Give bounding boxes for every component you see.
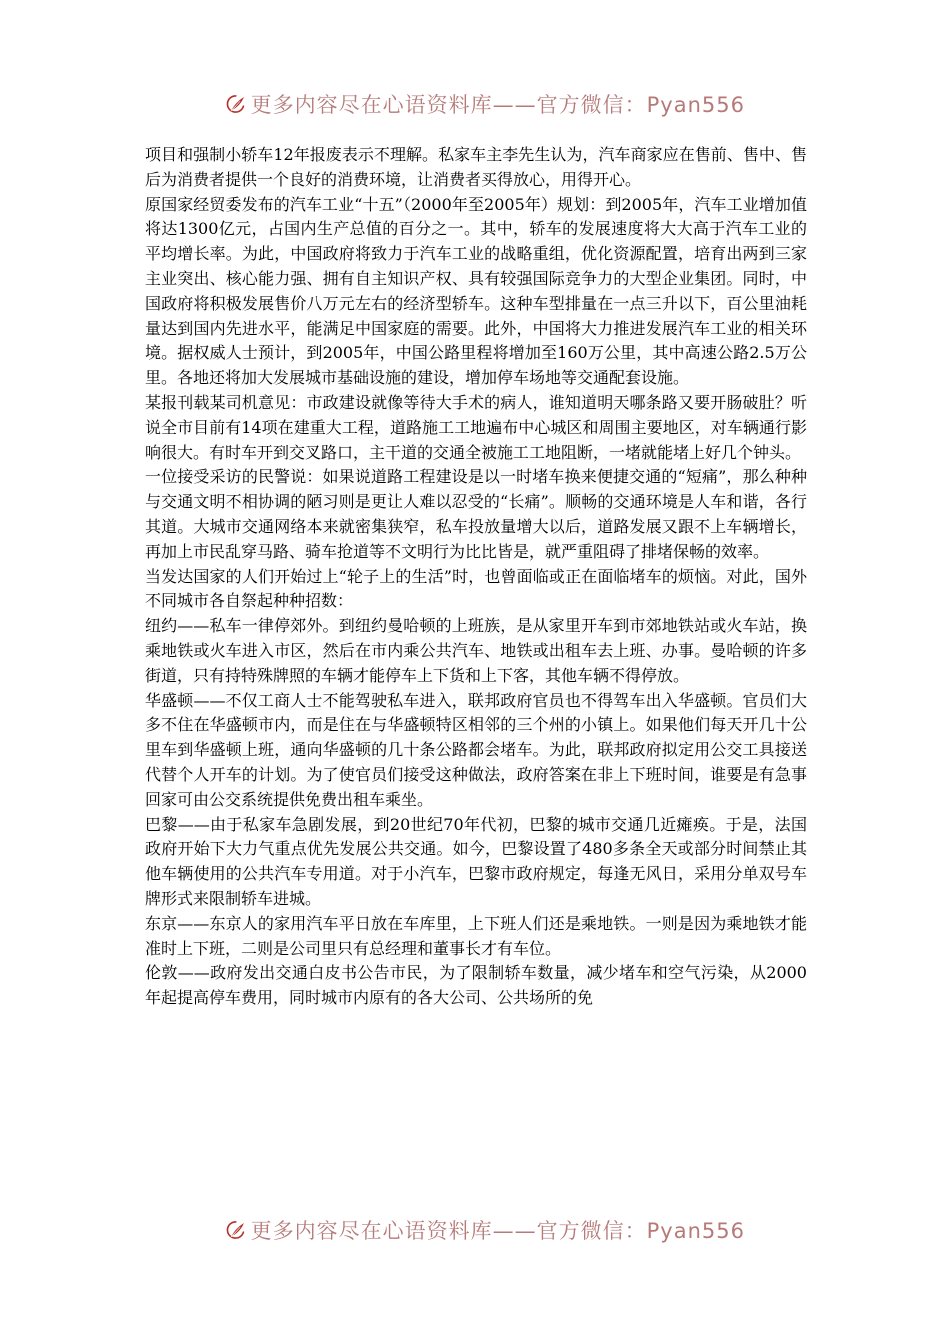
paragraph: 东京——东京人的家用汽车平日放在车库里，上下班人们还是乘地铁。一则是因为乘地铁才能准时上下班，二则是公司里只有总经理和董事长才有车位。 bbox=[145, 913, 807, 958]
quill-pen-circle-icon bbox=[225, 1210, 247, 1250]
paragraph: 一位接受采访的民警说：如果说道路工程建设是以一时堵车换来便捷交通的“短痛”，那么种种与交通文明不相协调的陋习则是更让人难以忍受的“长痛”。顺畅的交通环境是人车和谐，各行其道。大城市交通网络本来就密集狭窄，私车投放量增大以后，道路发展又跟不上车辆增长，再加上市民乱穿马路、骑车抢道等不文明行为比比皆是，就严重阻碍了排堵保畅的效率。 bbox=[145, 467, 807, 561]
document-body bbox=[145, 143, 807, 1011]
paragraph: 纽约——私车一律停郊外。到纽约曼哈顿的上班族，是从家里开车到市郊地铁站或火车站，换乘地铁或火车进入市区，然后在市内乘公共汽车、地铁或出租车去上班、办事。曼哈顿的许多街道，只有持特殊牌照的车辆才能停车上下货和上下客，其他车辆不得停放。 bbox=[145, 616, 807, 685]
paragraph: 项目和强制小轿车12年报废表示不理解。私家车主李先生认为，汽车商家应在售前、售中、售后为消费者提供一个良好的消费环境，让消费者买得放心，用得开心。 bbox=[145, 145, 807, 189]
header-banner-text: 更多内容尽在心语资料库——官方微信：Pyan556 bbox=[250, 93, 745, 117]
footer-banner bbox=[225, 1208, 745, 1252]
paragraph: 当发达国家的人们开始过上“轮子上的生活”时，也曾面临或正在面临堵车的烦恼。对此，国外不同城市各自祭起种种招数： bbox=[145, 566, 807, 611]
header-banner bbox=[225, 82, 745, 126]
paragraph: 伦敦——政府发出交通白皮书公告市民，为了限制轿车数量，减少堵车和空气污染，从2000年起提高停车费用，同时城市内原有的各大公司、公共场所的免 bbox=[145, 963, 807, 1008]
paragraph: 原国家经贸委发布的汽车工业“十五”（2000年至2005年）规划：到2005年，汽车工业增加值将达1300亿元，占国内生产总值的百分之一。其中，轿车的发展速度将大大高于汽车工业的平均增长率。为此，中国政府将致力于汽车工业的战略重组，优化资源配置，培育出两到三家主业突出、核心能力强、拥有自主知识产权、具有较强国际竞争力的大型企业集团。同时，中国政府将积极发展售价八万元左右的经济型轿车。这种车型排量在一点三升以下，百公里油耗量达到国内先进水平，能满足中国家庭的需要。此外，中国将大力推进发展汽车工业的相关环境。据权威人士预计，到2005年，中国公路里程将增加至160万公里，其中高速公路2.5万公里。各地还将加大发展城市基础设施的建设，增加停车场地等交通配套设施。 bbox=[145, 194, 807, 388]
paragraph: 华盛顿——不仅工商人士不能驾驶私车进入，联邦政府官员也不得驾车出入华盛顿。官员们大多不住在华盛顿市内，而是住在与华盛顿特区相邻的三个州的小镇上。如果他们每天开几十公里车到华盛顿上班，通向华盛顿的几十条公路都会堵车。为此，联邦政府拟定用公交工具接送代替个人开车的计划。为了使官员们接受这种做法，政府答案在非上下班时间，谁要是有急事回家可由公交系统提供免费出租车乘坐。 bbox=[145, 690, 807, 809]
paragraph: 巴黎——由于私家车急剧发展，到20世纪70年代初，巴黎的城市交通几近瘫痪。于是，法国政府开始下大力气重点优先发展公共交通。如今，巴黎设置了480多条全天或部分时间禁止其他车辆使用的公共汽车专用道。对于小汽车，巴黎市政府规定，每逢无风日，采用分单双号车牌形式来限制轿车进城。 bbox=[145, 814, 807, 908]
footer-banner-text: 更多内容尽在心语资料库——官方微信：Pyan556 bbox=[250, 1219, 745, 1243]
quill-pen-circle-icon bbox=[225, 84, 247, 124]
paragraph: 某报刊载某司机意见：市政建设就像等待大手术的病人，谁知道明天哪条路又要开肠破肚？听说全市目前有14项在建重大工程，道路施工工地遍布中心城区和周围主要地区，对车辆通行影响很大。有时车开到交叉路口，主干道的交通全被施工工地阻断，一堵就能堵上好几个钟头。 bbox=[145, 392, 807, 462]
